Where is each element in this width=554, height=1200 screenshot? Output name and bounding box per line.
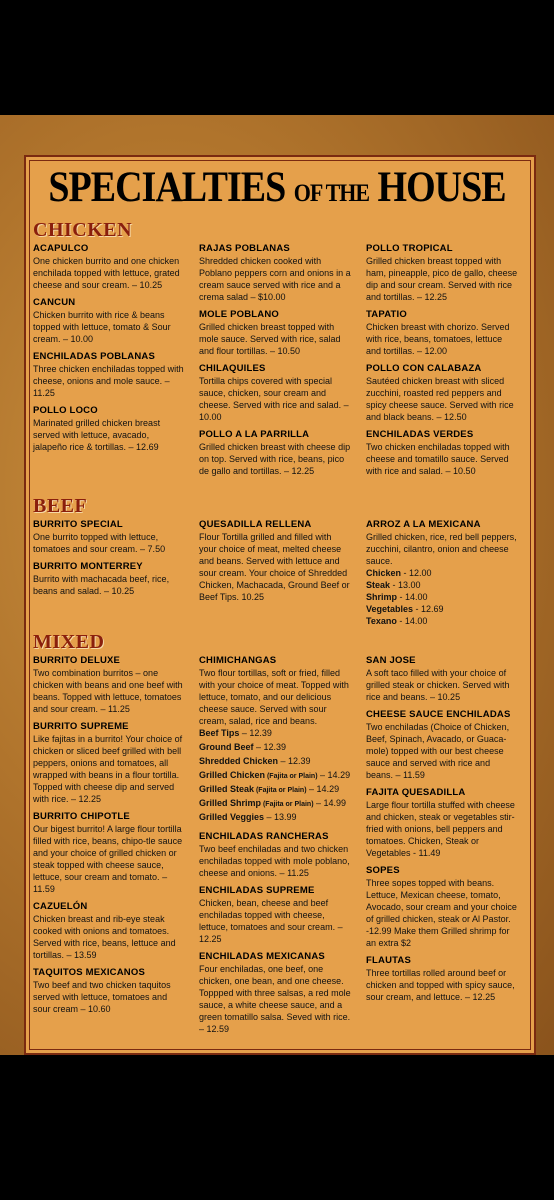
- item-name: QUESADILLA RELLENA: [199, 519, 312, 530]
- price-option: [366, 567, 518, 579]
- menu-item: [366, 519, 518, 627]
- price-option-price: – 14.29: [306, 784, 340, 794]
- item-description: Our bigest burrito! A large flour tortilla filled with rice, beans, chipo-tle sauce and your choice of grilled chicken or steak topped with cheese sauce, lettuce, sour cream and tomato. – 11.59: [33, 824, 183, 894]
- title-word-of-the: OF THE: [293, 177, 370, 207]
- price-option-label: Grilled Chicken: [199, 770, 266, 780]
- price-option-note: (Fajita or Plain): [254, 787, 307, 794]
- item-name: RAJAS POBLANAS: [199, 243, 290, 254]
- price-option: [199, 797, 351, 811]
- price-option-label: Grilled Steak: [199, 784, 255, 794]
- item-description: Three tortillas rolled around beef or chicken and topped with spicy sauce, sour cream, and lettuce. – 12.25: [366, 968, 515, 1002]
- price-option-price: - 14.00: [396, 616, 428, 626]
- item-description: Tortilla chips covered with special sauce, chicken, sour cream and cheese. Served with rice and salad. –10.00: [199, 376, 349, 422]
- page-title: [0, 162, 554, 213]
- menu-item: [199, 519, 351, 603]
- menu-item: [33, 297, 185, 345]
- item-name: ENCHILADAS POBLANAS: [33, 351, 156, 362]
- item-name: FAJITA QUESADILLA: [366, 787, 466, 798]
- price-option: [366, 615, 518, 627]
- menu-item: [366, 363, 518, 423]
- menu-item: [33, 561, 185, 597]
- price-option: [199, 727, 351, 741]
- item-name: ENCHILADAS MEXICANAS: [199, 951, 325, 962]
- mixed-column-2: [199, 655, 351, 1041]
- item-description: Like fajitas in a burrito! Your choice of chicken or sliced beef grilled with bell peppers, onions and tomatoes, all wrapped with beans in a flour tortilla. Topped with cheese dip and served with rice. – 12.25: [33, 734, 183, 804]
- price-option-price: - 14.00: [397, 592, 428, 602]
- section-heading-chicken: CHICKEN: [33, 219, 133, 241]
- item-name: CHIMICHANGAS: [199, 655, 277, 666]
- item-name: SOPES: [366, 865, 400, 876]
- menu-item: [199, 363, 351, 423]
- price-option-price: - 13.00: [390, 580, 421, 590]
- price-option-label: Grilled Shrimp: [199, 798, 262, 808]
- price-option-price: - 12.69: [413, 604, 444, 614]
- item-name: POLLO CON CALABAZA: [366, 363, 482, 374]
- item-description: Grilled chicken, rice, red bell peppers, zucchini, cilantro, onion and cheese sauce.: [366, 532, 517, 566]
- item-description: Grilled chicken breast topped with mole sauce. Served with rice, salad and flour tortillas. – 10.50: [199, 322, 341, 356]
- menu-item: [199, 831, 351, 879]
- price-option-label: Beef Tips: [199, 728, 240, 738]
- menu-item: [33, 721, 185, 805]
- item-name: POLLO LOCO: [33, 405, 98, 416]
- price-option-note: (Fajita or Plain): [265, 773, 318, 780]
- price-option-label: Texano: [366, 616, 397, 626]
- price-option-label: Shrimp: [366, 592, 398, 602]
- menu-item: [33, 405, 185, 453]
- menu-item: [366, 243, 518, 303]
- price-option-price: – 13.99: [264, 812, 297, 822]
- item-name: BURRITO SPECIAL: [33, 519, 123, 530]
- menu-item: [33, 351, 185, 399]
- item-description: Two enchiladas (Choice of Chicken, Beef, Spinach, Avacado, or Guaca-mole) topped with our best cheese sauce and served with rice and beans. – 11.59: [366, 722, 510, 780]
- item-description: Large flour tortilla stuffed with cheese and chicken, steak or vegetables stir-fried with onions, bell peppers and tomatoes. Chicken, Steak or Vegetables - 11.49: [366, 800, 515, 858]
- menu-item: [33, 811, 185, 895]
- item-name: FLAUTAS: [366, 955, 412, 966]
- price-option-label: Chicken: [366, 568, 402, 578]
- price-option-price: – 14.99: [313, 798, 347, 808]
- item-name: ENCHILADAS VERDES: [366, 429, 474, 440]
- section-heading-beef: BEEF: [33, 495, 88, 517]
- menu-item: [366, 955, 518, 1003]
- section-heading-mixed: MIXED: [33, 631, 105, 653]
- menu-item: [199, 309, 351, 357]
- price-option: [199, 783, 351, 797]
- item-name: SAN JOSE: [366, 655, 416, 666]
- menu-item: [33, 243, 185, 291]
- menu-item: [199, 951, 351, 1035]
- title-word-specialties: SPECIALTIES: [48, 162, 286, 212]
- mixed-column-3: [366, 655, 518, 1009]
- chicken-column-1: [33, 243, 185, 459]
- item-name: CHILAQUILES: [199, 363, 266, 374]
- item-description: Shredded chicken cooked with Poblano peppers corn and onions in a cream sauce served with rice and a crema salad – $10.00: [199, 256, 351, 302]
- menu-item: [199, 885, 351, 945]
- price-option: [199, 755, 351, 769]
- title-word-house: HOUSE: [377, 162, 506, 212]
- item-description: Three sopes topped with beans. Lettuce, Mexican cheese, tomato, Avocado, sour cream and your choice of grilled chicken, steak or Al Pastor. -12.99 Make them Grilled shrimp for an extra $2: [366, 878, 517, 948]
- item-description: Marinated grilled chicken breast served with lettuce, avacado, jalapeño rice & tortillas. – 12.69: [33, 418, 161, 452]
- menu-item: [33, 519, 185, 555]
- price-option-label: Steak: [366, 580, 391, 590]
- price-option-label: Shredded Chicken: [199, 756, 279, 766]
- item-description: Two flour tortillas, soft or fried, filled with your choice of meat. Topped with lettuce, tomato, and our delicious cheese sauce. Served with sour cream, salad, rice and beans.: [199, 668, 349, 726]
- item-name: MOLE POBLANO: [199, 309, 279, 320]
- item-description: Two combination burritos – one chicken with beans and one beef with beans. Topped with lettuce, tomatoes and sour cream. – 11.25: [33, 668, 183, 714]
- item-description: Grilled chicken breast with cheese dip on top. Served with rice, beans, pico de gallo and tortillas. – 12.25: [199, 442, 351, 476]
- price-option-price: – 12.39: [239, 728, 272, 738]
- item-name: TAPATIO: [366, 309, 407, 320]
- item-name: BURRITO DELUXE: [33, 655, 121, 666]
- item-name: ENCHILADAS RANCHERAS: [199, 831, 329, 842]
- item-description: One chicken burrito and one chicken enchilada topped with lettuce, grated cheese and sour cream. – 10.25: [33, 256, 180, 290]
- price-option-price: - 12.00: [401, 568, 432, 578]
- menu-item: [366, 787, 518, 859]
- item-description: Two chicken enchiladas topped with cheese and tomatillo sauce. Served with rice and salad. – 10.50: [366, 442, 510, 476]
- chicken-column-3: [366, 243, 518, 483]
- item-description: Three chicken enchiladas topped with cheese, onions and mole sauce. – 11.25: [33, 364, 184, 398]
- item-name: POLLO A LA PARRILLA: [199, 429, 310, 440]
- menu-page: [0, 115, 554, 1055]
- item-name: CANCUN: [33, 297, 76, 308]
- menu-item: [199, 243, 351, 303]
- item-description: Chicken breast and rib-eye steak cooked with onions and tomatoes. Served with rice, beans, lettuce and tortillas. – 13.59: [33, 914, 176, 960]
- item-description: Grilled chicken breast topped with ham, pineapple, pico de gallo, cheese dip and sour cream. Served with rice and tortillas. – 12.25: [366, 256, 518, 302]
- item-name: POLLO TROPICAL: [366, 243, 453, 254]
- menu-item: [366, 309, 518, 357]
- item-name: ENCHILADAS SUPREME: [199, 885, 315, 896]
- menu-item: [366, 709, 518, 781]
- item-name: TAQUITOS MEXICANOS: [33, 967, 145, 978]
- chicken-column-2: [199, 243, 351, 483]
- price-option-price: – 14.29: [317, 770, 351, 780]
- price-option-price: – 12.39: [278, 756, 311, 766]
- price-option: [366, 603, 518, 615]
- item-description: Sautéed chicken breast with sliced zucchini, roasted red peppers and spicy cheese sauce. Served with rice and black beans. – 12.50: [366, 376, 514, 422]
- price-option-label: Vegetables: [366, 604, 414, 614]
- menu-item: [33, 967, 185, 1015]
- menu-item: [199, 655, 351, 825]
- item-description: A soft taco filled with your choice of grilled steak or chicken. Served with rice and beans. – 10.25: [366, 668, 510, 702]
- menu-item: [366, 865, 518, 949]
- mixed-column-1: [33, 655, 185, 1021]
- item-name: BURRITO SUPREME: [33, 721, 129, 732]
- item-description: Four enchiladas, one beef, one chicken, one bean, and one cheese. Toppped with three salsas, a red mole sauce, a white cheese sauce, and a green tomatillo salsa. Seved with rice. – 12.59: [199, 964, 351, 1034]
- price-option: [366, 579, 518, 591]
- price-option: [199, 811, 351, 825]
- item-description: Burrito with machacada beef, rice, beans and salad. – 10.25: [33, 574, 170, 596]
- price-option: [366, 591, 518, 603]
- item-description: Chicken, bean, cheese and beef enchiladas topped with cheese, lettuce, tomatoes and sour cream. – 12.25: [199, 898, 343, 944]
- item-description: Two beef enchiladas and two chicken enchiladas topped with mole poblano, cheese and onions. – 11.25: [199, 844, 350, 878]
- item-name: BURRITO CHIPOTLE: [33, 811, 130, 822]
- menu-item: [199, 429, 351, 477]
- item-description: Chicken burrito with rice & beans topped with lettuce, tomato & Sour cream. – 10.00: [33, 310, 171, 344]
- price-option-price: – 12.39: [253, 742, 287, 752]
- price-option-label: Ground Beef: [199, 742, 254, 752]
- item-description: One burrito topped with lettuce, tomatoes and sour cream. – 7.50: [33, 532, 166, 554]
- menu-item: [33, 655, 185, 715]
- beef-column-1: [33, 519, 185, 603]
- item-description: Chicken breast with chorizo. Served with rice, beans, tomatoes, lettuce and tortillas. – 12.00: [366, 322, 510, 356]
- beef-column-2: [199, 519, 351, 609]
- beef-column-3: [366, 519, 518, 633]
- price-option: [199, 741, 351, 755]
- item-description: Flour Tortilla grilled and filled with your choice of meat, melted cheese and beans. Served with lettuce and sour cream. Your choice of Shredded Chicken, Machacada, Ground Beef or Beef Tips. 10.25: [199, 532, 350, 602]
- price-option-note: (Fajita or Plain): [261, 801, 314, 808]
- item-name: ACAPULCO: [33, 243, 89, 254]
- item-name: ARROZ A LA MEXICANA: [366, 519, 481, 530]
- price-option-label: Grilled Veggies: [199, 812, 265, 822]
- item-name: CAZUELÓN: [33, 901, 88, 912]
- menu-item: [33, 901, 185, 961]
- item-name: CHEESE SAUCE ENCHILADAS: [366, 709, 511, 720]
- item-name: BURRITO MONTERREY: [33, 561, 143, 572]
- menu-item: [366, 429, 518, 477]
- price-option: [199, 769, 351, 783]
- item-description: Two beef and two chicken taquitos served with lettuce, tomatoes and sour cream – 10.60: [33, 980, 171, 1014]
- menu-item: [366, 655, 518, 703]
